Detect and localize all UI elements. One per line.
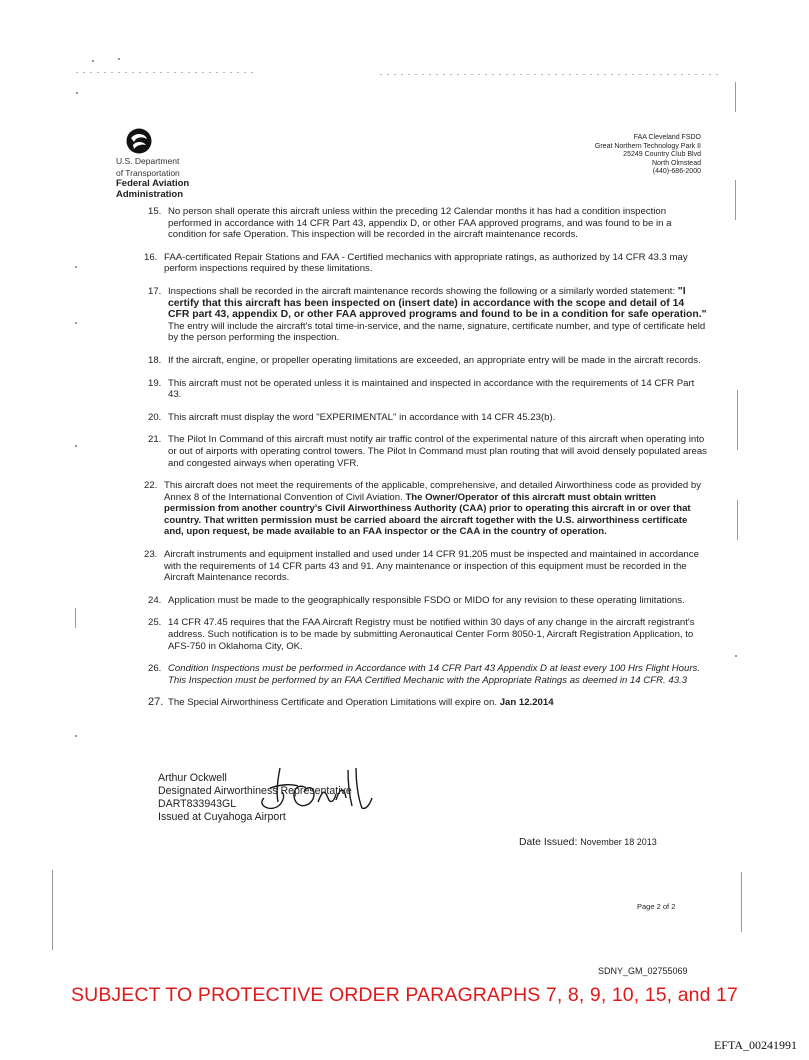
scan-artifact [75, 608, 76, 628]
page-number: Page 2 of 2 [637, 902, 676, 911]
item-number: 24. [148, 594, 162, 606]
item-text-part: This aircraft does not meet the requirements of the applicable, comprehensive, and detailed Airworthiness code as provided by Annex 8 of the International Convention of Civil Aviation. [164, 480, 702, 503]
item-number: 27. [148, 696, 164, 709]
item-text [168, 697, 708, 709]
bates-number: SDNY_GM_02755069 [598, 966, 688, 976]
signature-block [158, 772, 352, 824]
caa-permission-statement: The Owner/Operator of this aircraft must obtain written permission from another country's Civil Airworthiness Authority (CAA) prior to operating this aircraft in or over that country. That written permission must be carried aboard the aircraft together with the U.S. airworthiness certificate and, upon request, be made available to an FAA inspector or the CAA in the country of operation. [164, 491, 691, 538]
expiration-date: Jan 12.2014 [499, 697, 554, 709]
item-text: The Pilot In Command of this aircraft must notify air traffic control of the experimental nature of this aircraft when operating into or out of airports with operating control towers. The Pilot In Command must plan routing that will avoid densely populated areas and congested airways when operating VFR. [168, 434, 707, 469]
item-text: FAA-certificated Repair Stations and FAA - Certified mechanics with appropriate ratings, as authorized by 14 CFR 43.3 may perform inspections required by these limitations. [164, 251, 688, 275]
item-text: 14 CFR 47.45 requires that the FAA Aircraft Registry must be notified within 30 days of any change in the aircraft registrant's address. Such notification is to be made by submitting Aeronautical Center Form 8050-1, Aircraft Registration Application, to AFS-750 in Oklahoma City, OK. [168, 617, 695, 652]
item-text [164, 480, 708, 538]
limitation-18 [148, 355, 708, 367]
date-issued-value: November 18 2013 [580, 837, 657, 847]
signer-id: DART833943GL [158, 798, 237, 810]
date-issued-label: Date Issued: [519, 837, 578, 848]
scan-artifact [52, 870, 53, 950]
limitation-20 [148, 412, 708, 424]
office-city: North Olmstead [651, 159, 701, 167]
scan-artifact [735, 180, 736, 220]
limitation-21 [148, 434, 708, 469]
office-name: FAA Cleveland FSDO [633, 134, 701, 141]
dot-logo-block [116, 128, 256, 200]
scan-artifact [735, 82, 736, 112]
limitation-25 [148, 617, 708, 652]
scan-artifact [76, 92, 78, 94]
dept-name-line2: of Transportation [116, 168, 180, 178]
dot-logo-icon [126, 128, 152, 154]
limitation-22 [144, 480, 708, 538]
limitation-24 [148, 595, 708, 607]
limitation-23 [144, 549, 708, 584]
item-text: Application must be made to the geographically responsible FSDO or MIDO for any revision to these operating limitations. [168, 594, 685, 606]
faa-name-line1: Federal Aviation [116, 178, 190, 189]
item-number: 18. [148, 354, 162, 366]
item-text-part: The Special Airworthiness Certificate and Operation Limitations will expire on. [168, 697, 498, 709]
office-phone: (440)-686-2000 [652, 168, 701, 176]
item-text [168, 286, 708, 344]
limitation-27 [148, 697, 708, 709]
item-text: This aircraft must not be operated unless it is maintained and inspected in accordance with the requirements of 14 CFR Part 43. [168, 377, 695, 401]
item-number: 26. [148, 663, 162, 675]
limitation-17 [148, 286, 708, 344]
protective-order-notice: SUBJECT TO PROTECTIVE ORDER PARAGRAPHS 7, 8, 9, 10, 15, and 17 [71, 984, 738, 1006]
efta-number: EFTA_00241991 [713, 1038, 797, 1052]
limitation-15 [148, 206, 708, 241]
date-issued [519, 837, 657, 848]
limitation-19 [148, 378, 708, 401]
item-number: 16. [144, 251, 158, 263]
item-number: 21. [148, 434, 162, 446]
office-address [595, 134, 701, 177]
item-number: 15. [148, 206, 162, 217]
faa-name-line2: Administration [116, 189, 184, 200]
item-number: 17. [148, 285, 162, 297]
scan-artifact [75, 266, 77, 268]
item-number: 23. [144, 549, 158, 561]
item-text: Condition Inspections must be performed in Accordance with 14 CFR Part 43 Appendix D at least every 100 Hrs Flight Hours. This Inspection must be performed by an FAA Certified Mechanic with the Appropriate Ratings as deemed in 14 CFR. 43.3 [168, 663, 700, 686]
scan-artifact [75, 322, 77, 324]
certification-statement: "I certify that this aircraft has been inspected on (insert date) in accordance with the scope and detail of 14 CFR part 43, appendix D, or other FAA approved programs and found to be in a condition for safe operation." [168, 285, 707, 321]
scan-artifact [737, 500, 738, 540]
item-number: 22. [144, 480, 158, 492]
item-number: 19. [148, 377, 162, 389]
signer-name: Arthur Ockwell [158, 772, 227, 784]
issue-location: Issued at Cuyahoga Airport [158, 811, 286, 823]
item-text-part: The entry will include the aircraft's total time-in-service, and the name, signature, certificate number, and type of certificate held by the person performing the inspection. [168, 320, 706, 344]
scan-artifact [741, 872, 742, 932]
scan-artifact [118, 58, 120, 60]
signer-title: Designated Airworthiness Representative [158, 785, 352, 797]
item-number: 25. [148, 617, 162, 629]
scan-artifact [380, 74, 720, 75]
scan-artifact [76, 72, 256, 73]
scan-artifact [75, 735, 77, 737]
item-text: If the aircraft, engine, or propeller operating limitations are exceeded, an appropriate entry will be made in the aircraft records. [168, 354, 701, 366]
item-text: No person shall operate this aircraft unless within the preceding 12 Calendar months it has had a condition inspection performed in accordance with 14 CFR Part 43, appendix D, or other FAA approved programs, and was found to be in a condition for safe Operation. This inspection will be recorded in the aircraft maintenance records. [168, 206, 672, 241]
item-number: 20. [148, 411, 162, 423]
scan-artifact [737, 390, 738, 450]
item-text-part: Inspections shall be recorded in the aircraft maintenance records showing the following or a similarly worded statement: [168, 285, 676, 297]
item-text: Aircraft instruments and equipment installed and used under 14 CFR 91.205 must be inspected and maintained in accordance with the requirements of 14 CFR parts 43 and 91. Any maintenance or inspection of this equipment must be recorded in the Aircraft Maintenance records. [164, 549, 699, 584]
office-street: 25249 Country Club Blvd [623, 151, 701, 159]
dept-name-line1: U.S. Department [116, 156, 180, 166]
scan-artifact [735, 655, 737, 657]
limitation-16 [144, 252, 708, 275]
scan-artifact [92, 60, 94, 62]
limitations-list [144, 206, 708, 720]
item-text: This aircraft must display the word "EXPERIMENTAL" in accordance with 14 CFR 45.23(b). [168, 411, 556, 423]
limitation-26 [148, 663, 708, 686]
office-park: Great Northern Technology Park II [594, 142, 701, 150]
scan-artifact [75, 445, 77, 447]
